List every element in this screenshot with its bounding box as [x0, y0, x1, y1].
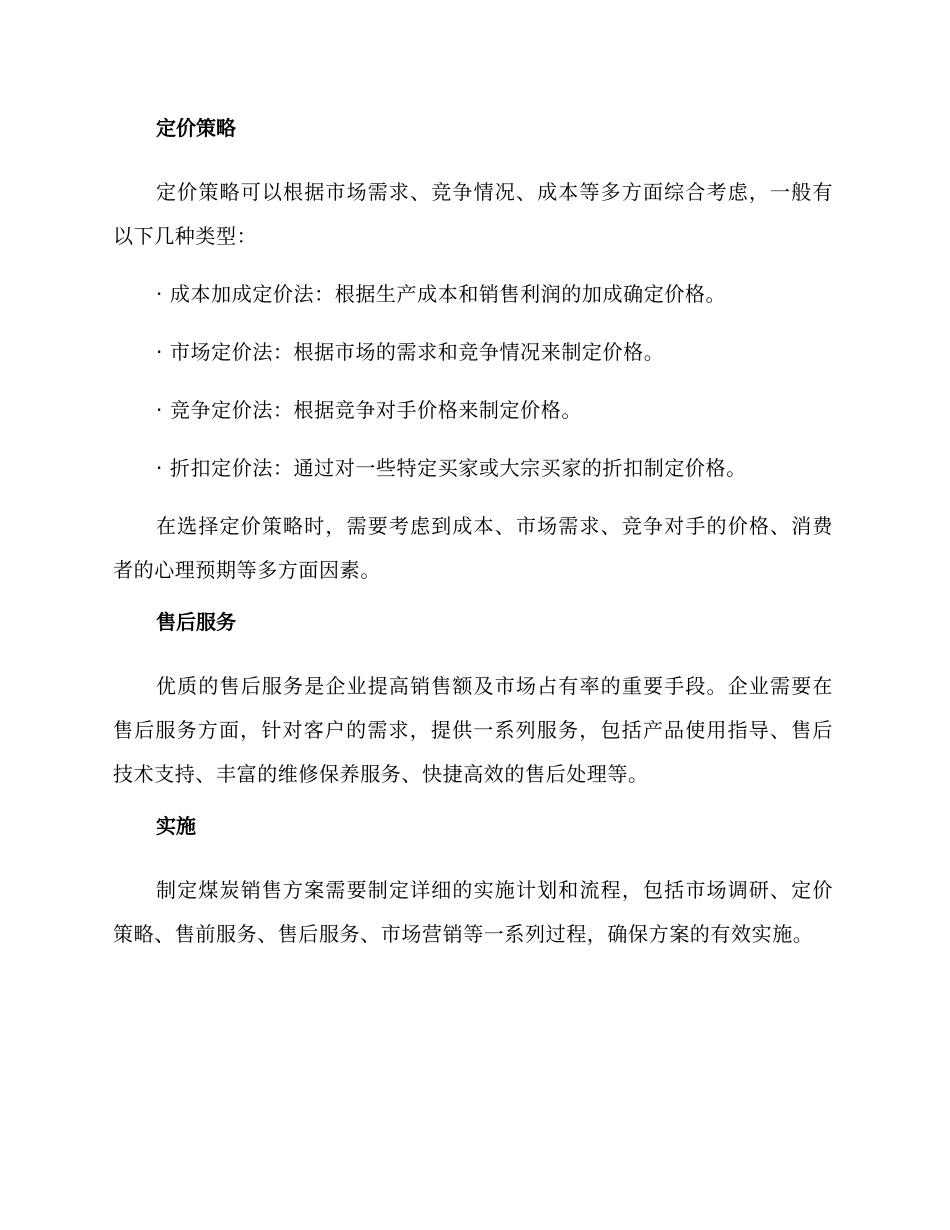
pricing-list-item: · 成本加成定价法：根据生产成本和销售利润的加成确定价格。 — [156, 282, 727, 306]
after-sales-paragraph: 优质的售后服务是企业提高销售额及市场占有率的重要手段。企业需要在售后服务方面，针对客户的需求，提供一系列服务，包括产品使用指导、售后技术支持、丰富的维修保养服务、快捷高效的售后处理等。 — [113, 674, 833, 786]
pricing-conclusion-paragraph: 在选择定价策略时，需要考虑到成本、市场需求、竞争对手的价格、消费者的心理预期等多方面因素。 — [113, 514, 833, 582]
section-heading-implementation: 实施 — [156, 814, 196, 838]
implementation-paragraph: 制定煤炭销售方案需要制定详细的实施计划和流程，包括市场调研、定价策略、售前服务、售后服务、市场营销等一系列过程，确保方案的有效实施。 — [113, 878, 833, 946]
section-heading-pricing: 定价策略 — [156, 116, 236, 140]
document-page — [113, 112, 833, 970]
pricing-intro-paragraph: 定价策略可以根据市场需求、竞争情况、成本等多方面综合考虑，一般有以下几种类型： — [113, 180, 833, 248]
pricing-list-item: · 市场定价法：根据市场的需求和竞争情况来制定价格。 — [156, 340, 665, 364]
section-heading-after-sales: 售后服务 — [156, 610, 236, 634]
pricing-list-item: · 竞争定价法：根据竞争对手价格来制定价格。 — [156, 398, 582, 422]
pricing-list-item: · 折扣定价法：通过对一些特定买家或大宗买家的折扣制定价格。 — [156, 456, 747, 480]
